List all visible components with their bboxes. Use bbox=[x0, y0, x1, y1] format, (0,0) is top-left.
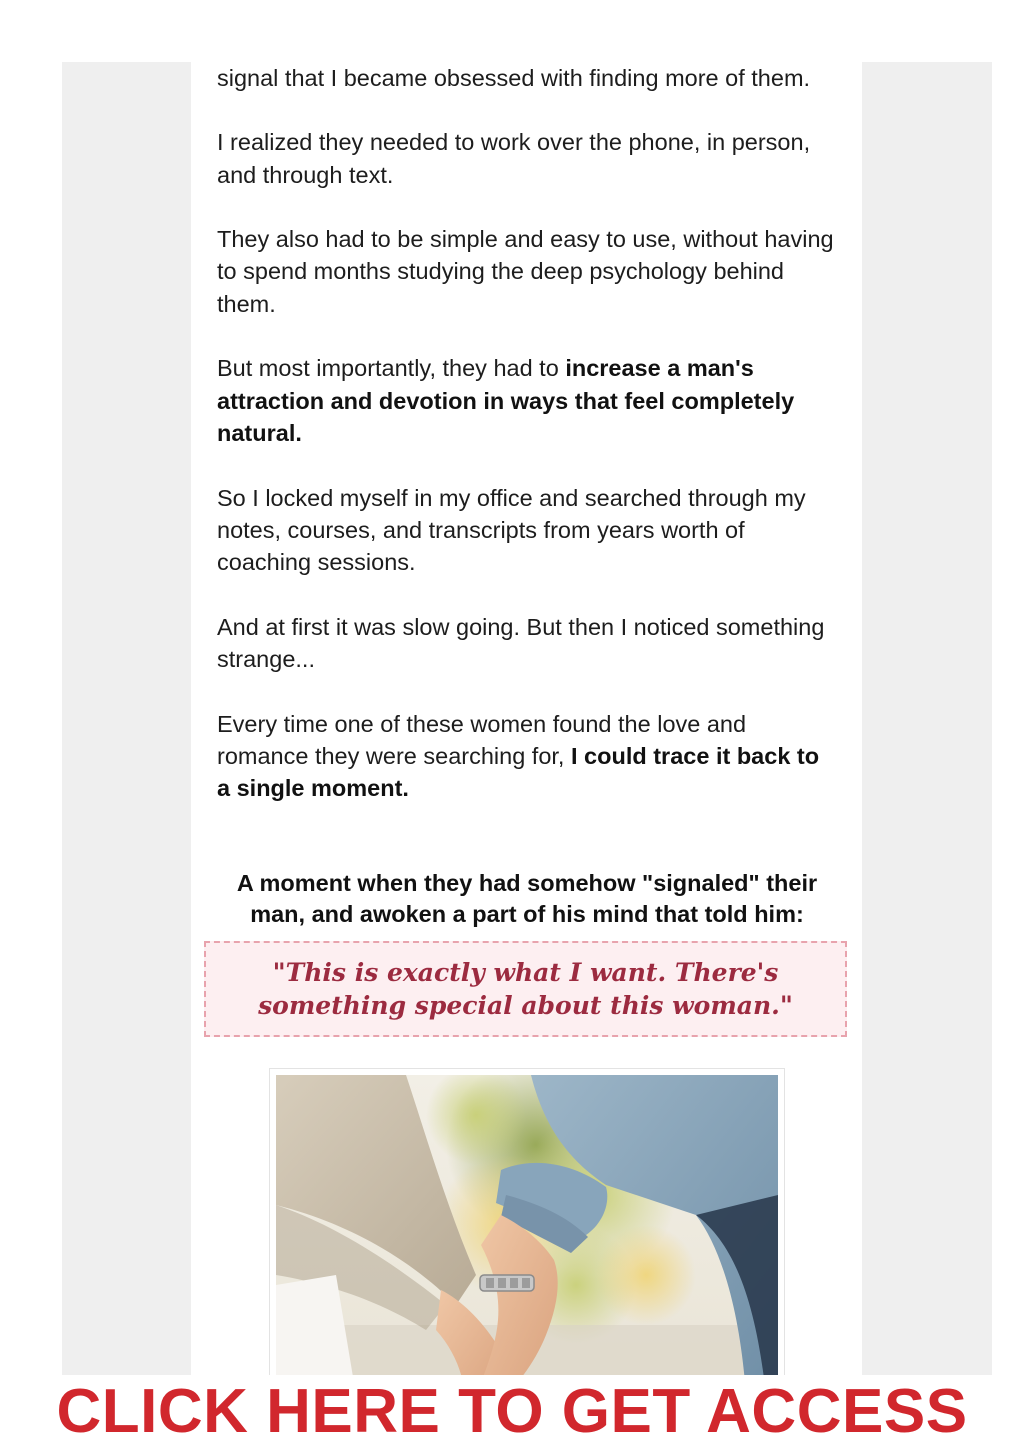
paragraph-text: And at first it was slow going. But then I noticed something strange... bbox=[217, 613, 825, 673]
bold-text: I could trace it back to a single moment. bbox=[217, 742, 820, 802]
article-paragraph bbox=[217, 126, 837, 191]
article-paragraph bbox=[217, 611, 837, 676]
paragraph-text: Every time one of these women found the love and romance they were searching for, bbox=[217, 710, 747, 769]
paragraph-text: I realized they needed to work over the phone, in person, and through text. bbox=[217, 129, 811, 188]
article-paragraph bbox=[217, 708, 837, 805]
article-paragraph bbox=[217, 62, 837, 94]
bold-text: increase a man's attraction and devotion in ways that feel completely natural. bbox=[217, 355, 795, 446]
couple-photo-illustration bbox=[276, 1075, 778, 1375]
get-access-cta-link[interactable]: CLICK HERE TO GET ACCESS bbox=[56, 1376, 968, 1446]
paragraph-text: So I locked myself in my office and searched through my notes, courses, and transcripts from years worth of coaching sessions. bbox=[217, 484, 806, 576]
couple-photo-frame bbox=[269, 1068, 785, 1375]
email-content bbox=[191, 62, 862, 1375]
couple-holding-hands-photo bbox=[276, 1075, 778, 1375]
article-paragraph bbox=[217, 352, 837, 449]
quote-box bbox=[204, 941, 847, 1037]
quote-text: "This is exactly what I want. There's something special about this woman." bbox=[258, 958, 793, 1020]
paragraph-text: They also had to be simple and easy to use, without having to spend months studying the deep psychology behind them. bbox=[217, 226, 834, 317]
article-body bbox=[217, 62, 837, 837]
centered-heading: A moment when they had somehow "signaled" their man, and awoken a part of his mind that told him: bbox=[236, 870, 818, 927]
paragraph-text: signal that I became obsessed with finding more of them. bbox=[217, 64, 811, 91]
paragraph-text: But most importantly, they had to bbox=[217, 355, 566, 382]
article-paragraph bbox=[217, 223, 837, 320]
article-paragraph bbox=[217, 482, 837, 579]
